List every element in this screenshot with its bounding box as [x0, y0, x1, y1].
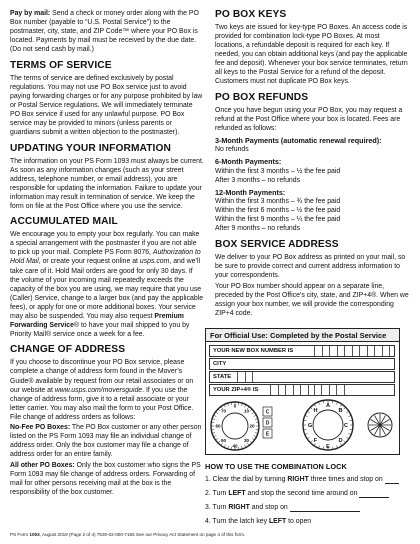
- state-cells: [237, 372, 253, 382]
- zip-cells: [270, 385, 345, 395]
- combination-heading: HOW TO USE THE COMBINATION LOCK: [205, 462, 347, 471]
- premium-forwarding-label: Premium Forwarding Service: [10, 312, 184, 329]
- step-text: to open: [286, 518, 312, 525]
- right-column: [215, 9, 410, 319]
- step-text: 2. Turn: [205, 490, 229, 497]
- updating-text: The information on your PS Form 1093 must always be current. As soon as any information changes (such as your street address, telephone number, or email address), you are responsible for updating the information. Failure to update your information may result in termination of service. We keep the form on file at the Post Office where you use the service.: [10, 157, 204, 210]
- step-direction: LEFT: [268, 518, 287, 525]
- dial-number: 60: [215, 423, 221, 429]
- zip-label: YOUR ZIP+4® IS: [213, 387, 259, 393]
- dial-letter: B: [338, 408, 343, 414]
- terms-heading: TERMS OF SERVICE: [10, 59, 112, 71]
- dial-number: 0: [233, 403, 237, 409]
- step-text: and stop on: [249, 504, 288, 511]
- step-blank[interactable]: [385, 477, 399, 484]
- change-heading: CHANGE OF ADDRESS: [10, 344, 126, 356]
- dial-letter: C: [265, 409, 270, 416]
- state-label: STATE: [213, 374, 232, 380]
- change-text-2: . If you use the change of address form, give it to a retail associate or your letter carrier. You may also mail the form to your Post Office. File change of address orders as follows:: [10, 386, 194, 421]
- pay-by-mail-lead: Pay by mail:: [10, 10, 51, 17]
- dial-letter: D: [338, 438, 343, 444]
- dial-number: 20: [249, 423, 255, 429]
- step-blank[interactable]: [290, 505, 360, 512]
- step-text: and stop the second time around on: [245, 490, 358, 497]
- combination-dial-letters: [298, 397, 398, 453]
- city-label: CITY: [213, 361, 227, 367]
- combination-dial-numbers: [208, 399, 298, 453]
- dial-letter: C: [343, 423, 349, 429]
- step-direction: LEFT: [228, 490, 246, 497]
- pay-by-mail-text: Send a check or money order along with the PO Box number (payable to “U.S. Postal Service”) to the postmaster, city, state, and ZIP Code™ where your PO Box is located. Payments by mail must be received by the due date. (Do not send cash by mail.): [10, 10, 199, 54]
- hold-mail-form-name: Authorization to Hold Mail: [10, 249, 201, 266]
- accumulated-text-4: ® to have your mail shipped to you by Priority Mail® service once a week for a fee.: [10, 321, 190, 338]
- address-heading: BOX SERVICE ADDRESS: [215, 239, 339, 251]
- combination-step-4: [205, 517, 400, 526]
- dial-letter: H: [313, 408, 318, 414]
- form-footer: [10, 532, 245, 537]
- change-text-1: If you choose to discontinue your PO Box service, please complete a change of address form found in the Mover’s Guide® available by request from our retail associates or on our website at: [10, 359, 194, 394]
- step-text: 4. Turn the latch key: [205, 518, 269, 525]
- change-text: [10, 358, 204, 421]
- left-column: [10, 9, 204, 499]
- box-number-field[interactable]: [209, 345, 395, 357]
- dial-letter: F: [313, 438, 318, 444]
- accumulated-text: [10, 230, 204, 339]
- updating-heading: UPDATING YOUR INFORMATION: [10, 142, 171, 154]
- refund-line: After 9 months – no refunds: [215, 225, 301, 233]
- dial-letter: A: [325, 403, 331, 409]
- footer-text: , August 2019 (Page 2 of 4) 7530-02-000-7165 See our Privacy Act Statement on page 4 of this form.: [39, 532, 246, 537]
- no-fee-text: The PO Box customer or any other person listed on the PS Form 1093 may file an individual change of address order. Only the box customer may file a change of address order for an entire family.: [10, 424, 202, 459]
- refund-group-title: 6-Month Payments:: [215, 157, 282, 167]
- refund-line: Within the first 3 months – ½ the fee paid: [215, 167, 341, 175]
- step-blank[interactable]: [359, 491, 389, 498]
- dial-letter: D: [265, 420, 270, 427]
- all-other-text: Only the box customer who signs the PS Form 1093 may file change of address orders. Forwarding of mail for other persons receiving mail at the box is the responsibility of the box customer.: [10, 461, 201, 497]
- step-direction: RIGHT: [228, 504, 250, 511]
- accumulated-text-3: , and we’ll take care of it. Hold Mail orders are good for only 30 days. If the volume of your incoming mail repeatedly exceeds the capacity of the box you are using, we may require that you use (Caller) Service, change to a larger box (and pay the applicable fees), or apply for one or more additional boxes. Your service may also be suspended. You may also request: [10, 258, 204, 320]
- footer-form-number: 1093: [29, 532, 40, 537]
- official-use-box: [205, 328, 400, 455]
- step-direction: RIGHT: [287, 476, 309, 483]
- step-text: three times and stop on: [308, 476, 383, 483]
- pay-by-mail-paragraph: [10, 9, 204, 54]
- no-fee-paragraph: [10, 423, 204, 459]
- refund-line: Within the first 9 months – ¼ the fee paid: [215, 216, 341, 224]
- state-field[interactable]: [209, 371, 395, 383]
- zip-field[interactable]: [209, 384, 395, 396]
- all-other-lead: All other PO Boxes:: [10, 461, 75, 469]
- address-text-1: We deliver to your PO Box address as printed on your mail, so be sure to provide correct and current address information to your correspondents.: [215, 254, 406, 280]
- form-page: [10, 9, 410, 535]
- keys-text: Two keys are issued for key-type PO Boxes. An access code is provided for combination lock-type PO Boxes. At most locations, a refundable deposit is required for each key. If needed, you can obtain additional keys (and pay the applicable fee and deposit). Whenever your box service terminates, return all keys to the Postal Service for a refund of the deposit. Customers must not duplicate PO Box keys.: [215, 24, 408, 86]
- all-other-paragraph: [10, 461, 204, 497]
- dial-number: 30: [243, 438, 250, 443]
- refund-line: No refunds: [215, 146, 249, 154]
- refund-schedule: [215, 136, 410, 234]
- dial-number: 50: [220, 438, 227, 443]
- refund-group-title: 12-Month Payments:: [215, 187, 286, 197]
- dial-letter: G: [307, 423, 313, 429]
- dial-number: 70: [220, 408, 227, 414]
- box-number-label: YOUR NEW BOX NUMBER IS: [213, 348, 294, 354]
- dial-number: 40: [232, 443, 238, 449]
- combination-step-1: [205, 475, 400, 484]
- combination-step-3: [205, 503, 400, 512]
- refund-group-title: 3-Month Payments (automatic renewal required):: [215, 135, 382, 145]
- dial-letter: E: [265, 431, 270, 438]
- step-text: 3. Turn: [205, 504, 229, 511]
- accumulated-text-2: , or create your request online at: [38, 258, 140, 266]
- city-field[interactable]: [209, 358, 395, 370]
- footer-form-label: PS Form: [10, 532, 30, 537]
- dial-number: 10: [243, 408, 250, 414]
- refund-line: Within the first 3 months – ¾ the fee paid: [215, 198, 341, 206]
- keys-heading: PO BOX KEYS: [215, 9, 287, 20]
- refunds-text: Once you have begun using your PO Box, you may request a refund at the Post Office where your box is located. Fees are refunded as follows:: [215, 106, 403, 132]
- refund-line: Within the first 6 months – ½ the fee paid: [215, 207, 341, 215]
- refund-line: After 3 months – no refunds: [215, 176, 301, 184]
- terms-text: The terms of service are defined exclusively by postal regulations. You may not use PO Box service just to avoid paying forwarding charges or for any purpose prohibited by law or Postal Service regulations. We will immediately terminate PO Box service if used for any unlawful purpose. PO Box service may be provided to minors (unless parents or guardians submit a written objection to the postmaster).: [10, 74, 203, 137]
- accumulated-heading: ACCUMULATED MAIL: [10, 216, 118, 228]
- no-fee-lead: No-Fee PO Boxes:: [10, 424, 71, 432]
- accumulated-text-1: We encourage you to empty your box regularly. You can make a special arrangement with the postmaster if you are not able to pick up your mail. Complete PS Form 8076,: [10, 231, 200, 257]
- combination-step-2: [205, 489, 400, 498]
- movers-guide-link[interactable]: www.usps.com/moversguide: [54, 386, 143, 394]
- box-number-cells: [314, 346, 397, 356]
- refunds-heading: PO BOX REFUNDS: [215, 91, 309, 103]
- step-text: 1. Clear the dial by turning: [205, 476, 288, 483]
- dial-letter: E: [326, 444, 330, 450]
- address-text-2: Your PO Box number should appear on a separate line, preceded by the Post Office’s city, state, and ZIP+4®. When we assign your box number, we will provide the corresponding ZIP+4 code.: [215, 282, 409, 317]
- usps-link[interactable]: usps.com: [139, 258, 170, 266]
- official-use-title: For Official Use: Completed by the Postal Service: [206, 329, 399, 342]
